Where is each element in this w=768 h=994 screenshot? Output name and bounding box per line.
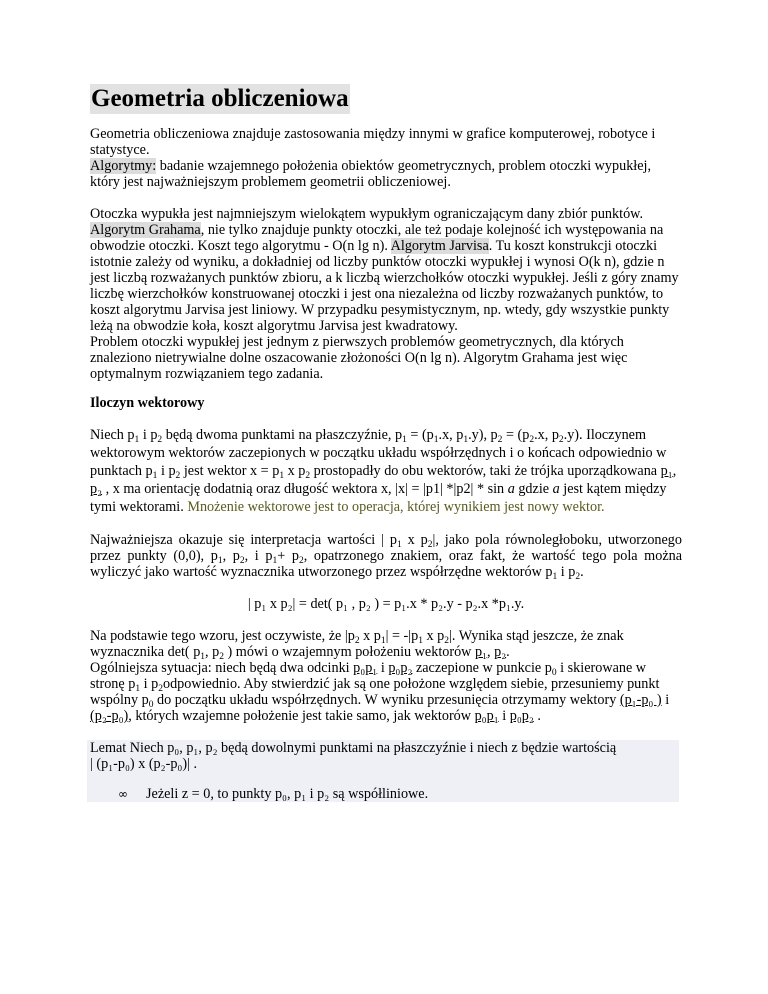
sign-paragraph: Na podstawie tego wzoru, jest oczywiste, że $|p_2$ x $p_1| = -|p_1$ x $p_2|$. Wynika stąd jeszcze, że znak wyznacznika det( $p_1$, $p_2$ ) mówi o wzajemnym położeniu wektorów p₁, p₂. [90, 628, 624, 662]
document-page [90, 84, 682, 802]
olive-note: Mnożenie wektorowe jest to operacja, której wynikiem jest nowy wektor. [187, 499, 605, 515]
determinant-formula: | p₁ x p₂| = det( p₁ , p₂ ) = p₁.x * p₂.y - p₂.x *p₁.y. [247, 596, 525, 612]
interpretation-paragraph: Najważniejsza okazuje się interpretacja wartości | $p_1$ x $p_2|$, jako pola równoległoboku, utworzonego przez punkty (0,0), $p_1$, $p_2$, i $p_1+ p_2$, opatrzonego znakiem, oraz fakt, że wartość tego pola można wyliczyć jako wartość wyznacznika utworzonego przez współrzędne wektorów $p_1$ i $p_2$. [90, 532, 683, 582]
page-title: Geometria obliczeniowa [91, 85, 349, 112]
jarvis-algorithm-link[interactable]: Algorytm Jarvisa [390, 238, 489, 254]
infinity-bullet-icon: ∞ [118, 787, 128, 801]
intro-paragraph: Geometria obliczeniowa znajduje zastosowania między innymi w grafice komputerowej, robotyce i statystyce. [90, 126, 656, 158]
general-situation-paragraph: Ogólniejsza sytuacja: niech będą dwa odcinki p₀p₁ i p₀p₂ zaczepione w punkcie $p_0$ i skierowane w stronę $p_1$ i $p_2odpowiednio$. Aby stwierdzić jak są one położone względem siebie, przesuniemy punkt wspólny $p_0$ do początku układu współrzędnych. W wyniku przesunięcia otrzymamy wektory (p₁-p₀ ) i (p₂-p₀), których wzajemne położenie jest takie samo, jak wektorów p₀p₁ i p₀p₂ . [90, 660, 670, 724]
lemma-text: Lemat Niech p₀, p₁, p₂ będą dowolnymi punktami na płaszczyźnie i niech z będzie wartością | (p₁-p₀) x (p₂-p₀)| . [87, 740, 679, 772]
algorithms-label: Algorytmy: [90, 158, 157, 174]
section-heading: Iloczyn wektorowy [90, 395, 205, 411]
cross-product-definition: Niech $p_1$ i $p_2$ będą dwoma punktami na płaszczyźnie, $p_1 = (p_1.x$, $p_1.y$), $p_2 = (p_2.x$, $p_2.y$). Iloczynem wektorowym wektorów zaczepionych w początku układu współrzędnych i o końcach odpowiednio w punktach $p_1$ i $p_2$ jest wektor $x = p_1$ x $p_2$ prostopadły do obu wektorów, taki że trójka uporządkowana p₁, p₂ , x ma orientację dodatnią oraz długość wektora x, |x| = |p1| *|p2| * sin a gdzie a jest kątem między tymi wektorami. Mnożenie wektorowe jest to operacja, której wynikiem jest nowy wektor. [90, 427, 677, 515]
algorithms-paragraph: Algorytmy: badanie wzajemnego położenia obiektów geometrycznych, problem otoczki wypukłej, który jest najważniejszym problemem geometrii obliczeniowej. [90, 158, 652, 190]
list-item: ∞ Jeżeli z = 0, to punkty p₀, p₁ i p₂ są współliniowe. [87, 786, 679, 802]
convex-hull-paragraph: Otoczka wypukła jest najmniejszym wielokątem wypukłym ograniczającym dany zbiór punktów. Algorytm Grahama, nie tylko znajduje punkty otoczki, ale też podaje kolejność ich występowania na obwodzie otoczki. Koszt tego algorytmu - O(n lg n). Algorytm Jarvisa. Tu koszt konstrukcji otoczki istotnie zależy od wyniku, a dokładniej od liczby punktów otoczki wypukłej i wynosi O(k n), gdzie n jest liczbą rozważanych punktów zbioru, a k liczbą wierzchołków otoczki wypukłej. Jeśli z góry znamy liczbę wierzchołków konstruowanej otoczki i jest ona niezależna od liczby rozważanych punktów, to koszt algorytmu Jarvisa jest liniowy. W przypadku pesymistycznym, np. wtedy, gdy wszystkie punkty leżą na obwodzie koła, koszt algorytmu Jarvisa jest kwadratowy. [90, 206, 679, 334]
lower-bound-paragraph: Problem otoczki wypukłej jest jednym z pierwszych problemów geometrycznych, dla których znaleziono nietrywialne dolne oszacowanie złożoności O(n lg n). Algorytm Grahama jest więc optymalnym rozwiązaniem tego zadania. [90, 334, 628, 382]
graham-algorithm-link[interactable]: Algorytm Grahama [90, 222, 201, 238]
